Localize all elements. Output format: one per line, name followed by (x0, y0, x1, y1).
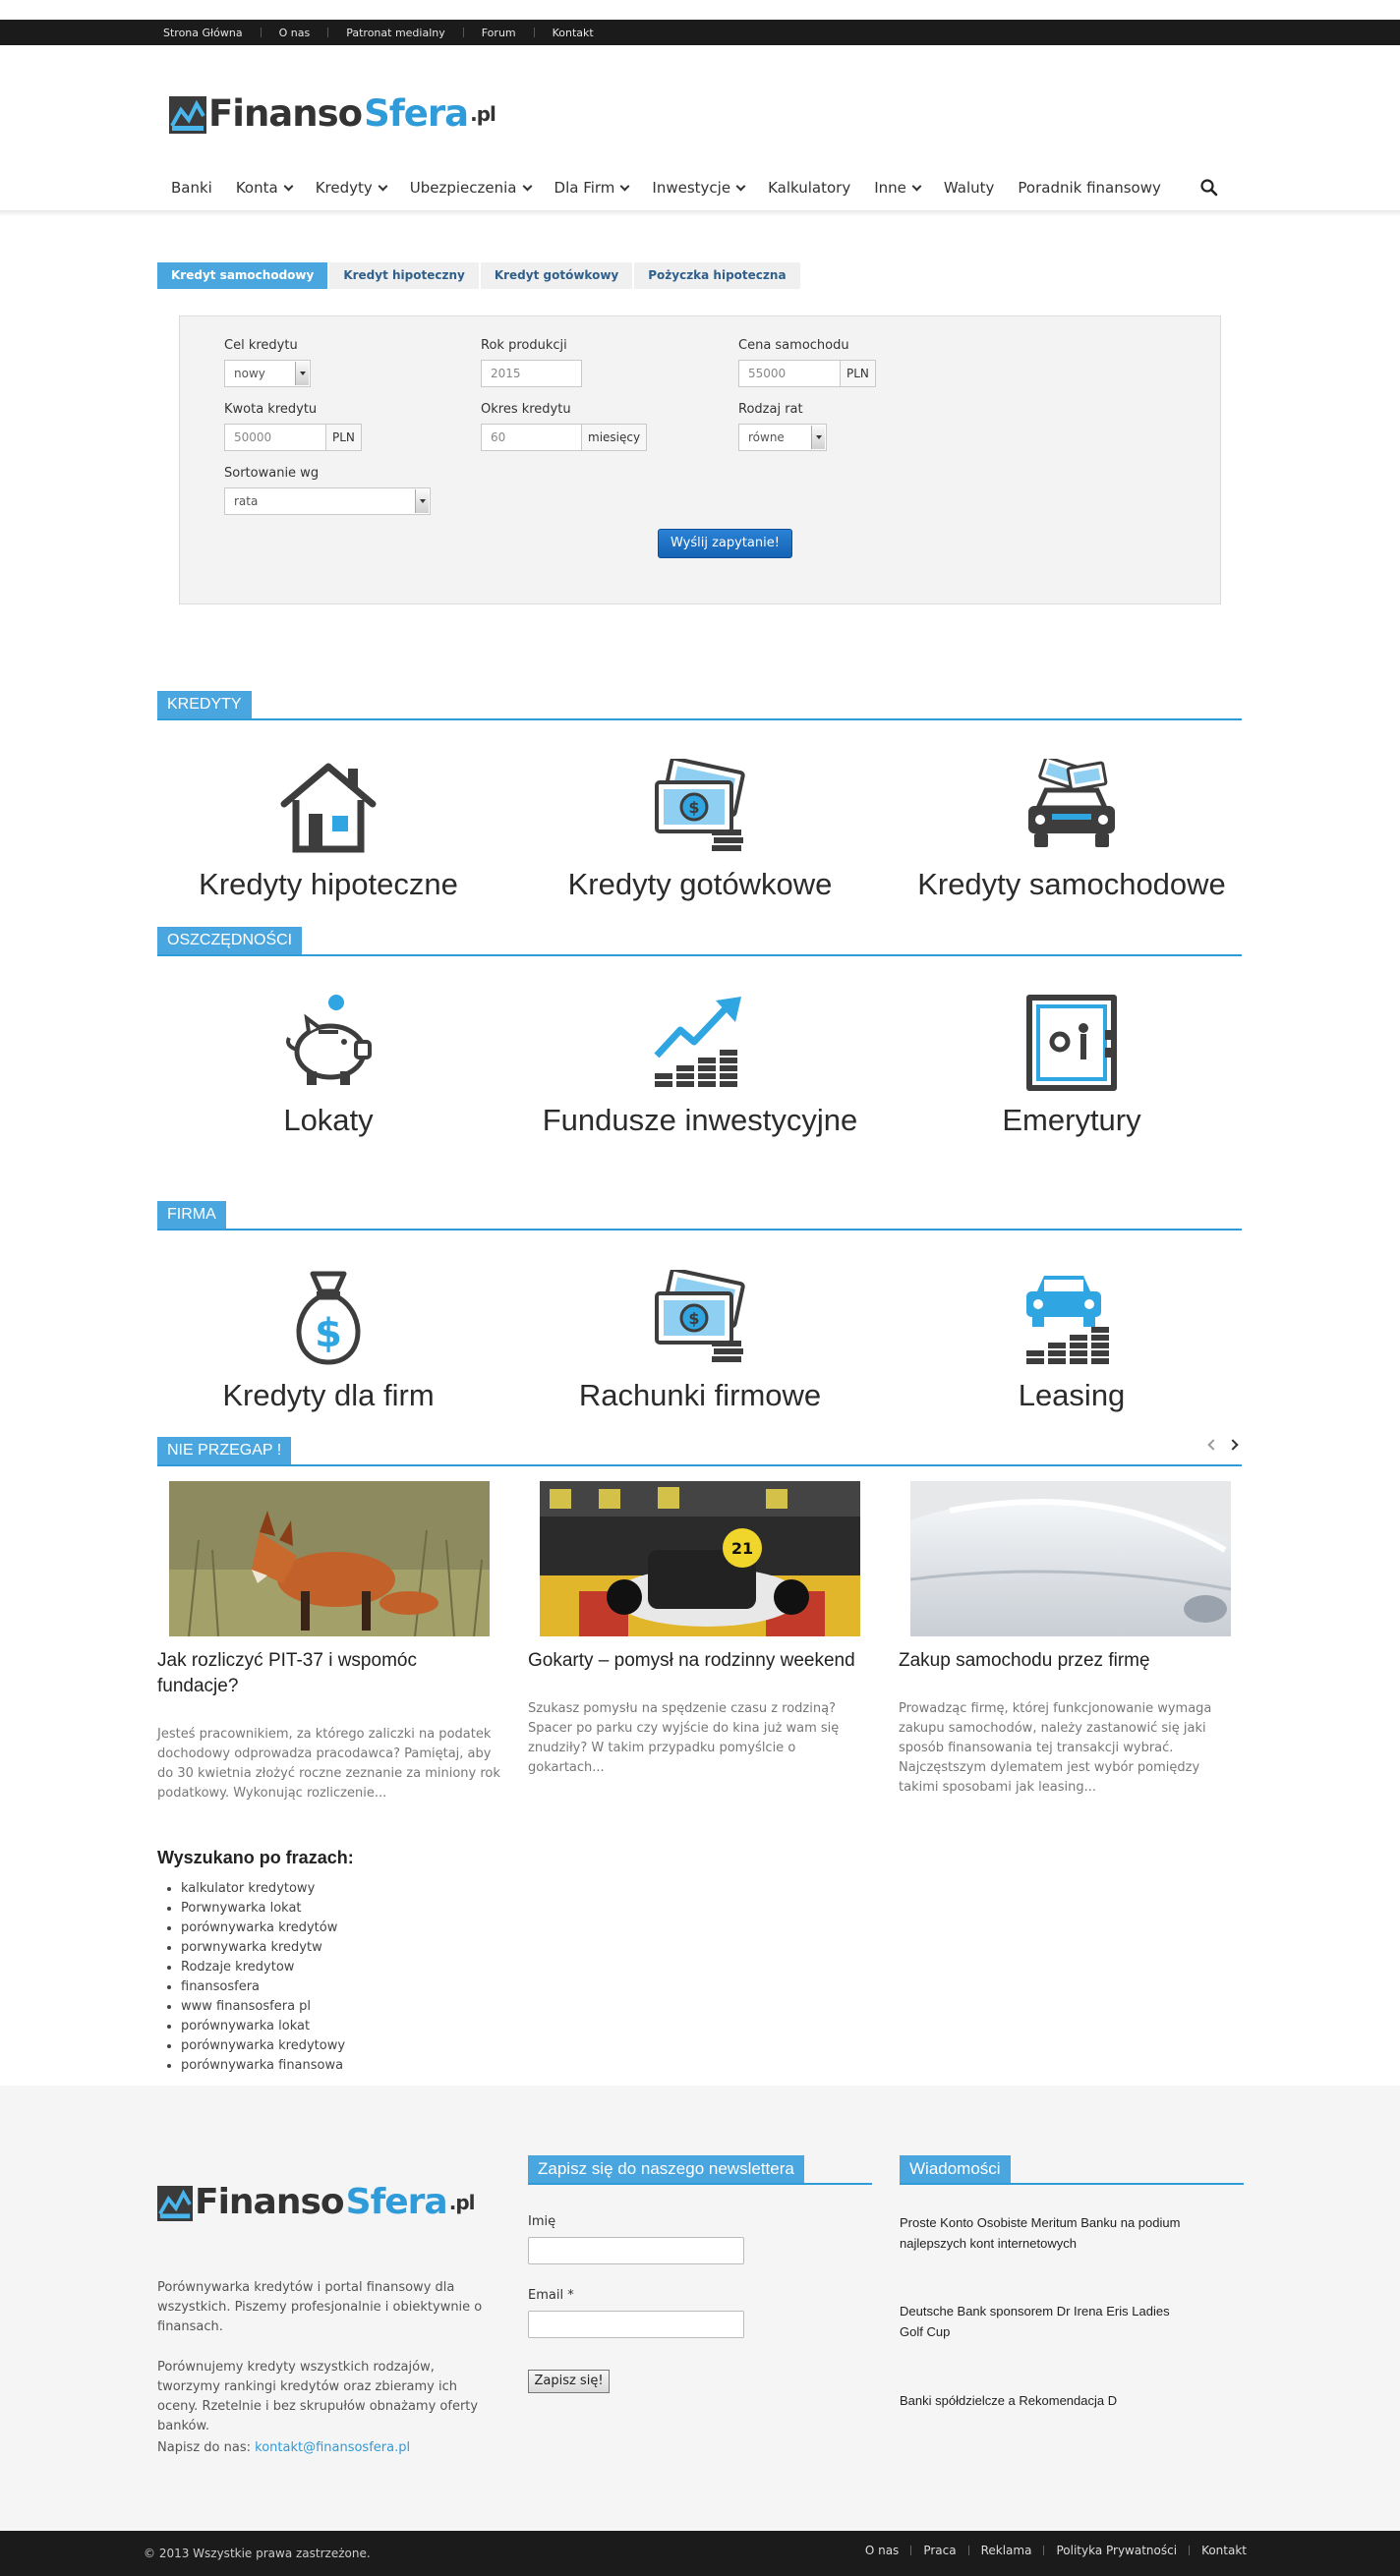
header-divider (0, 210, 1400, 216)
growth-chart-icon (651, 995, 749, 1091)
tab-kredyt-hipoteczny[interactable]: Kredyt hipoteczny (329, 262, 479, 289)
news-heading: Wiadomości (900, 2155, 1244, 2185)
piggy-bank-icon (279, 995, 378, 1091)
footer-contact: Napisz do nas: kontakt@finansosfera.pl (157, 2440, 411, 2455)
nav-item-kalkulatory[interactable]: Kalkulatory (768, 179, 851, 197)
logo-chart-icon (169, 96, 206, 134)
logo-text-sfera: Sfera (345, 2182, 447, 2222)
nav-item-waluty[interactable]: Waluty (943, 179, 995, 197)
article-card[interactable] (157, 1481, 501, 1803)
top-link-about[interactable]: O nas (278, 26, 311, 39)
safe-icon (1022, 995, 1121, 1091)
list-item[interactable]: • porównywarka finansowa (181, 2056, 345, 2076)
news-item[interactable]: Proste Konto Osobiste Meritum Banku na podium najlepszych kont internetowych (900, 2215, 1181, 2251)
dropdown-arrow-icon (295, 362, 309, 385)
sort-label: Sortowanie wg (224, 466, 320, 481)
raty-label: Rodzaj rat (738, 402, 803, 417)
tab-pozyczka-hipoteczna[interactable]: Pożyczka hipoteczna (634, 262, 799, 289)
chevron-right-icon[interactable] (1227, 1439, 1238, 1450)
email-input[interactable] (528, 2311, 744, 2338)
nav-item-kredyty[interactable]: Kredyty (316, 179, 386, 197)
category-kredyty-gotowkowe[interactable]: $ Kredyty gotówkowe (523, 759, 877, 904)
main-nav (171, 173, 1185, 202)
list-item[interactable]: • Porwnywarka lokat (181, 1899, 345, 1918)
bottom-bar (0, 2531, 1400, 2576)
svg-text:21: 21 (730, 1539, 754, 1558)
article-title[interactable]: Zakup samochodu przez firmę (899, 1650, 1150, 1671)
nav-item-poradnik[interactable]: Poradnik finansowy (1018, 179, 1161, 197)
loan-search-panel (179, 315, 1221, 604)
footer-logo[interactable] (157, 2184, 475, 2221)
sort-select[interactable]: rata (224, 487, 431, 515)
nav-item-ubezpieczenia[interactable]: Ubezpieczenia (410, 179, 531, 197)
name-label: Imię (528, 2214, 556, 2229)
chevron-down-icon (736, 181, 746, 191)
article-excerpt: Szukasz pomysłu na spędzenie czasu z rodziną? Spacer po parku czy wyjście do kina już wam się znudziły? W takim przypadku pomyślcie o gokartach... (528, 1701, 840, 1775)
cel-select[interactable]: nowy (224, 360, 311, 387)
logo-text-sfera: Sfera (364, 92, 469, 135)
article-image-car[interactable] (910, 1481, 1231, 1636)
article-card[interactable] (899, 1481, 1243, 1798)
category-kredyty-samochodowe[interactable]: Kredyty samochodowe (895, 759, 1249, 904)
contact-email-link[interactable]: kontakt@finansosfera.pl (255, 2440, 411, 2455)
chevron-down-icon (620, 181, 630, 191)
article-excerpt: Jesteś pracownikiem, za którego zaliczki na podatek dochodowy odprowadza pracodawca? Pamiętaj, aby do 30 kwietnia złożyć roczne zeznanie za miniony rok podatkowy. Wykonując rozliczenie... (157, 1727, 500, 1801)
rok-input[interactable]: 2015 (481, 360, 582, 387)
email-label: Email * (528, 2288, 574, 2303)
copyright: © 2013 Wszystkie prawa zastrzeżone. (144, 2547, 371, 2560)
section-heading-oszczednosci: OSZCZĘDNOŚCI (157, 927, 1242, 956)
article-excerpt: Prowadząc firmę, której funkcjonowanie wymaga zakupu samochodów, należy zastanowić się jaki sposób finansowania tej transakcji wybrać. Najczęstszym dylematem jest wybór pomiędzy takimi sposobami jak leasing... (899, 1701, 1212, 1795)
top-link-home[interactable]: Strona Główna (163, 26, 243, 39)
cel-label: Cel kredytu (224, 338, 298, 353)
section-heading-kredyty: KREDYTY (157, 691, 1242, 720)
search-icon[interactable] (1199, 178, 1219, 198)
nav-item-dla-firm[interactable]: Dla Firm (554, 179, 629, 197)
footer-about-1: Porównywarka kredytów i portal finansowy dla wszystkich. Piszemy profesjonalnie i obiektywnie o finansach. (157, 2280, 483, 2334)
svg-text:$: $ (688, 798, 700, 817)
cena-unit: PLN (840, 360, 876, 387)
phrases-list (181, 1879, 345, 2076)
nav-item-inne[interactable]: Inne (874, 179, 920, 197)
kwota-unit: PLN (325, 424, 362, 451)
article-card[interactable] (528, 1481, 872, 1778)
article-image-gokart[interactable] (540, 1481, 860, 1636)
money-bag-icon (279, 1270, 378, 1366)
tab-kredyt-samochodowy[interactable]: Kredyt samochodowy (157, 262, 327, 289)
top-link-patronage[interactable]: Patronat medialny (346, 26, 445, 39)
news-item[interactable]: Banki spółdzielcze a Rekomendacja D (900, 2393, 1118, 2408)
send-query-button[interactable]: Wyślij zapytanie! (658, 529, 792, 558)
top-bar (0, 20, 1400, 45)
nav-item-konta[interactable]: Konta (236, 179, 292, 197)
logo-chart-icon (157, 2186, 193, 2221)
svg-text:$: $ (688, 1309, 700, 1328)
tab-kredyt-gotowkowy[interactable]: Kredyt gotówkowy (481, 262, 632, 289)
article-image-fox[interactable] (169, 1481, 490, 1636)
top-link-forum[interactable]: Forum (481, 26, 516, 39)
section-heading-firma: FIRMA (157, 1201, 1242, 1231)
dropdown-arrow-icon (415, 489, 429, 513)
chevron-down-icon (283, 181, 293, 191)
footer-about-2: Porównujemy kredyty wszystkich rodzajów, tworzymy rankingi kredytów oraz zbieramy ich oceny. Rzetelnie i bez skrupułów obnażamy oferty banków. (157, 2360, 479, 2433)
logo-text-pl: .pl (448, 2191, 475, 2214)
bottom-link-about[interactable]: O nas (864, 2544, 900, 2557)
car-coins-icon (1022, 1270, 1121, 1366)
list-item[interactable]: • porównywarka lokat (181, 2017, 345, 2036)
top-link-contact[interactable]: Kontakt (552, 26, 594, 39)
chevron-down-icon (522, 181, 532, 191)
rok-label: Rok produkcji (481, 338, 567, 353)
chevron-left-icon[interactable] (1207, 1439, 1218, 1450)
logo-text-finanso: Finanso (195, 2182, 344, 2222)
list-item[interactable]: • porównywarka kredytów (181, 1918, 345, 1938)
kwota-input[interactable]: 50000 (224, 424, 326, 451)
article-title[interactable]: Gokarty – pomysł na rodzinny weekend (528, 1650, 855, 1671)
kwota-label: Kwota kredytu (224, 402, 318, 417)
carousel-arrows (1209, 1441, 1237, 1449)
chevron-down-icon (378, 181, 387, 191)
nav-item-inwestycje[interactable]: Inwestycje (652, 179, 744, 197)
okres-unit: miesięcy (581, 424, 647, 451)
subscribe-button[interactable]: Zapisz się! (528, 2370, 610, 2393)
svg-text:$: $ (315, 1311, 342, 1356)
category-kredyty-hipoteczne[interactable]: Kredyty hipoteczne (151, 759, 505, 904)
news-item[interactable]: Deutsche Bank sponsorem Dr Irena Eris Ladies Golf Cup (900, 2304, 1170, 2339)
bottom-link-privacy[interactable]: Polityka Prywatności (1056, 2544, 1178, 2557)
cena-label: Cena samochodu (738, 338, 849, 353)
category-rachunki-firmowe[interactable]: $ Rachunki firmowe (523, 1270, 877, 1415)
phrases-heading: Wyszukano po frazach: (157, 1848, 354, 1867)
logo-text-finanso: Finanso (208, 92, 363, 135)
name-input[interactable] (528, 2237, 744, 2264)
dropdown-arrow-icon (811, 426, 825, 449)
bottom-link-contact[interactable]: Kontakt (1201, 2544, 1247, 2557)
list-item[interactable]: • porwnywarka kredytw (181, 1938, 345, 1958)
list-item[interactable]: • Rodzaje kredytow (181, 1958, 345, 1977)
house-icon (279, 759, 378, 855)
list-item[interactable]: • porównywarka kredytowy (181, 2036, 345, 2056)
loan-type-tabs (157, 262, 802, 289)
category-fundusze-inwestycyjne[interactable]: Fundusze inwestycyjne (523, 995, 877, 1140)
section-heading-nie-przegap: NIE PRZEGAP ! (157, 1437, 1242, 1466)
cena-input[interactable]: 55000 (738, 360, 841, 387)
okres-label: Okres kredytu (481, 402, 571, 417)
cash-icon (651, 759, 749, 855)
article-title[interactable]: Jak rozliczyć PIT-37 i wspomóc fundacje? (157, 1650, 417, 1696)
list-item[interactable]: • kalkulator kredytowy (181, 1879, 345, 1899)
okres-input[interactable]: 60 (481, 424, 582, 451)
logo-text-pl: .pl (470, 102, 496, 126)
chevron-down-icon (911, 181, 921, 191)
car-cash-icon (1022, 759, 1121, 855)
category-lokaty[interactable]: Lokaty (151, 995, 505, 1140)
category-kredyty-dla-firm[interactable]: $ Kredyty dla firm (151, 1270, 505, 1415)
site-logo[interactable] (169, 94, 496, 134)
category-emerytury[interactable]: Emerytury (895, 995, 1249, 1140)
category-leasing[interactable]: Leasing (895, 1270, 1249, 1415)
bottom-link-ads[interactable]: Reklama (980, 2544, 1032, 2557)
raty-select[interactable]: równe (738, 424, 827, 451)
list-item[interactable]: • www finansosfera pl (181, 1997, 345, 2017)
nav-item-banki[interactable]: Banki (171, 179, 212, 197)
cash-icon (651, 1270, 749, 1366)
list-item[interactable]: • finansosfera (181, 1977, 345, 1997)
newsletter-heading: Zapisz się do naszego newslettera (528, 2155, 872, 2185)
bottom-link-jobs[interactable]: Praca (923, 2544, 957, 2557)
